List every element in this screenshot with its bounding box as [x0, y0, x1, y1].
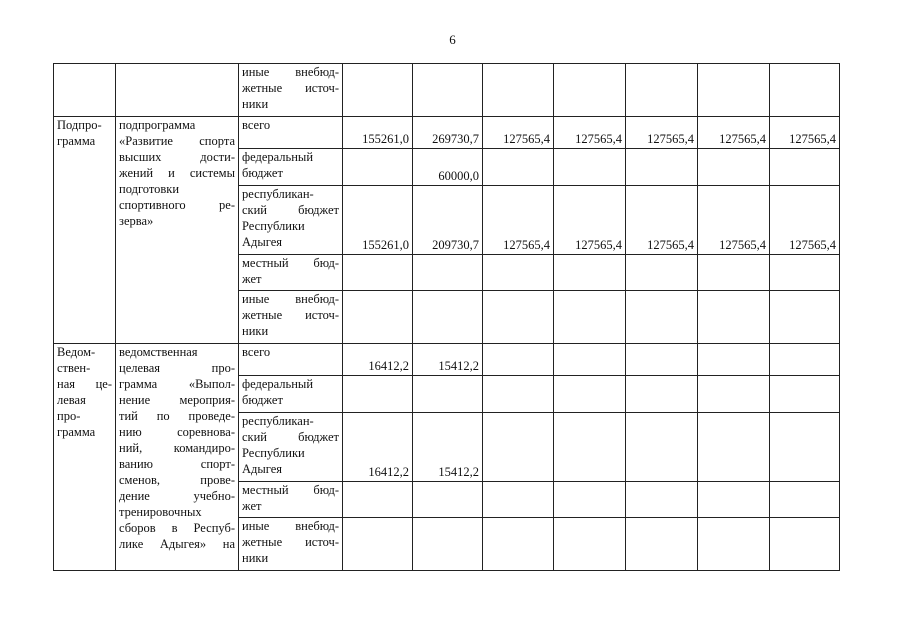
- funding-source-cell: республикан- ский бюджет Республики Адыгея: [239, 413, 343, 482]
- value-cell: [483, 291, 554, 344]
- value-cell: [554, 518, 626, 571]
- table-row: [54, 64, 840, 117]
- value-cell: [413, 255, 483, 291]
- value-cell: [554, 149, 626, 186]
- value-cell: [483, 482, 554, 518]
- value-cell: 15412,2: [413, 413, 483, 482]
- name-cell: [116, 64, 239, 117]
- value-cell: [343, 376, 413, 413]
- value-cell: [770, 482, 840, 518]
- value-cell: [626, 344, 698, 376]
- value-cell: 127565,4: [483, 186, 554, 255]
- funding-source-cell: всего: [239, 117, 343, 149]
- table-row: [54, 117, 840, 149]
- value-cell: [554, 344, 626, 376]
- value-cell: [413, 482, 483, 518]
- value-cell: [554, 413, 626, 482]
- value-cell: [770, 518, 840, 571]
- type-cell: Подпро- грамма: [54, 117, 116, 344]
- value-cell: [483, 376, 554, 413]
- value-cell: 127565,4: [698, 186, 770, 255]
- value-cell: [554, 291, 626, 344]
- value-cell: 127565,4: [483, 117, 554, 149]
- funding-source-cell: иные внебюд- жетные источ- ники: [239, 64, 343, 117]
- value-cell: 127565,4: [770, 186, 840, 255]
- value-cell: [483, 64, 554, 117]
- value-cell: 155261,0: [343, 186, 413, 255]
- type-cell: [54, 64, 116, 117]
- value-cell: [770, 149, 840, 186]
- value-cell: [698, 376, 770, 413]
- value-cell: 127565,4: [626, 186, 698, 255]
- value-cell: [626, 255, 698, 291]
- value-cell: [343, 64, 413, 117]
- value-cell: 127565,4: [626, 117, 698, 149]
- value-cell: [626, 149, 698, 186]
- value-cell: [483, 413, 554, 482]
- value-cell: [413, 64, 483, 117]
- value-cell: 16412,2: [343, 413, 413, 482]
- value-cell: [770, 255, 840, 291]
- value-cell: [413, 376, 483, 413]
- value-cell: [770, 344, 840, 376]
- value-cell: [483, 255, 554, 291]
- funding-source-cell: республикан- ский бюджет Республики Адыгея: [239, 186, 343, 255]
- value-cell: 127565,4: [698, 117, 770, 149]
- value-cell: [343, 518, 413, 571]
- value-cell: [343, 149, 413, 186]
- value-cell: [626, 413, 698, 482]
- value-cell: 209730,7: [413, 186, 483, 255]
- value-cell: [554, 376, 626, 413]
- funding-source-cell: иные внебюд- жетные источ- ники: [239, 518, 343, 571]
- value-cell: [698, 149, 770, 186]
- value-cell: 16412,2: [343, 344, 413, 376]
- value-cell: [770, 376, 840, 413]
- name-cell: ведомственная целевая про- грамма «Выпол- нение мероприя- тий по проведе- нию соревнова- ний, командиро- ванию спорт- сменов, прове- дение учебно- тренировочных сборов в Респуб- лике Адыгея» на: [116, 344, 239, 571]
- value-cell: [626, 376, 698, 413]
- table-body: [54, 64, 840, 571]
- value-cell: [343, 291, 413, 344]
- value-cell: [413, 518, 483, 571]
- value-cell: 127565,4: [770, 117, 840, 149]
- value-cell: [554, 64, 626, 117]
- value-cell: [483, 149, 554, 186]
- value-cell: [770, 291, 840, 344]
- funding-source-cell: местный бюд- жет: [239, 255, 343, 291]
- value-cell: [554, 255, 626, 291]
- funding-source-cell: всего: [239, 344, 343, 376]
- value-cell: 127565,4: [554, 117, 626, 149]
- value-cell: [770, 64, 840, 117]
- table-row: [54, 344, 840, 376]
- type-cell: Ведом- ствен- ная це- левая про- грамма: [54, 344, 116, 571]
- value-cell: [698, 344, 770, 376]
- value-cell: [698, 255, 770, 291]
- value-cell: 127565,4: [554, 186, 626, 255]
- page-number: 6: [449, 32, 456, 47]
- value-cell: [698, 291, 770, 344]
- value-cell: 155261,0: [343, 117, 413, 149]
- value-cell: [626, 518, 698, 571]
- value-cell: [343, 255, 413, 291]
- value-cell: [626, 291, 698, 344]
- value-cell: [483, 518, 554, 571]
- value-cell: [626, 482, 698, 518]
- value-cell: [770, 413, 840, 482]
- value-cell: [343, 482, 413, 518]
- value-cell: 60000,0: [413, 149, 483, 186]
- value-cell: 15412,2: [413, 344, 483, 376]
- value-cell: [554, 482, 626, 518]
- value-cell: [626, 64, 698, 117]
- funding-source-cell: местный бюд- жет: [239, 482, 343, 518]
- funding-source-cell: иные внебюд- жетные источ- ники: [239, 291, 343, 344]
- budget-table: [53, 63, 840, 571]
- value-cell: [413, 291, 483, 344]
- value-cell: [698, 482, 770, 518]
- value-cell: [698, 518, 770, 571]
- value-cell: [698, 413, 770, 482]
- funding-source-cell: федеральный бюджет: [239, 149, 343, 186]
- value-cell: [483, 344, 554, 376]
- value-cell: [698, 64, 770, 117]
- funding-source-cell: федеральный бюджет: [239, 376, 343, 413]
- name-cell: подпрограмма «Развитие спорта высших дости- жений и системы подготовки спортивного ре- зерва»: [116, 117, 239, 344]
- value-cell: 269730,7: [413, 117, 483, 149]
